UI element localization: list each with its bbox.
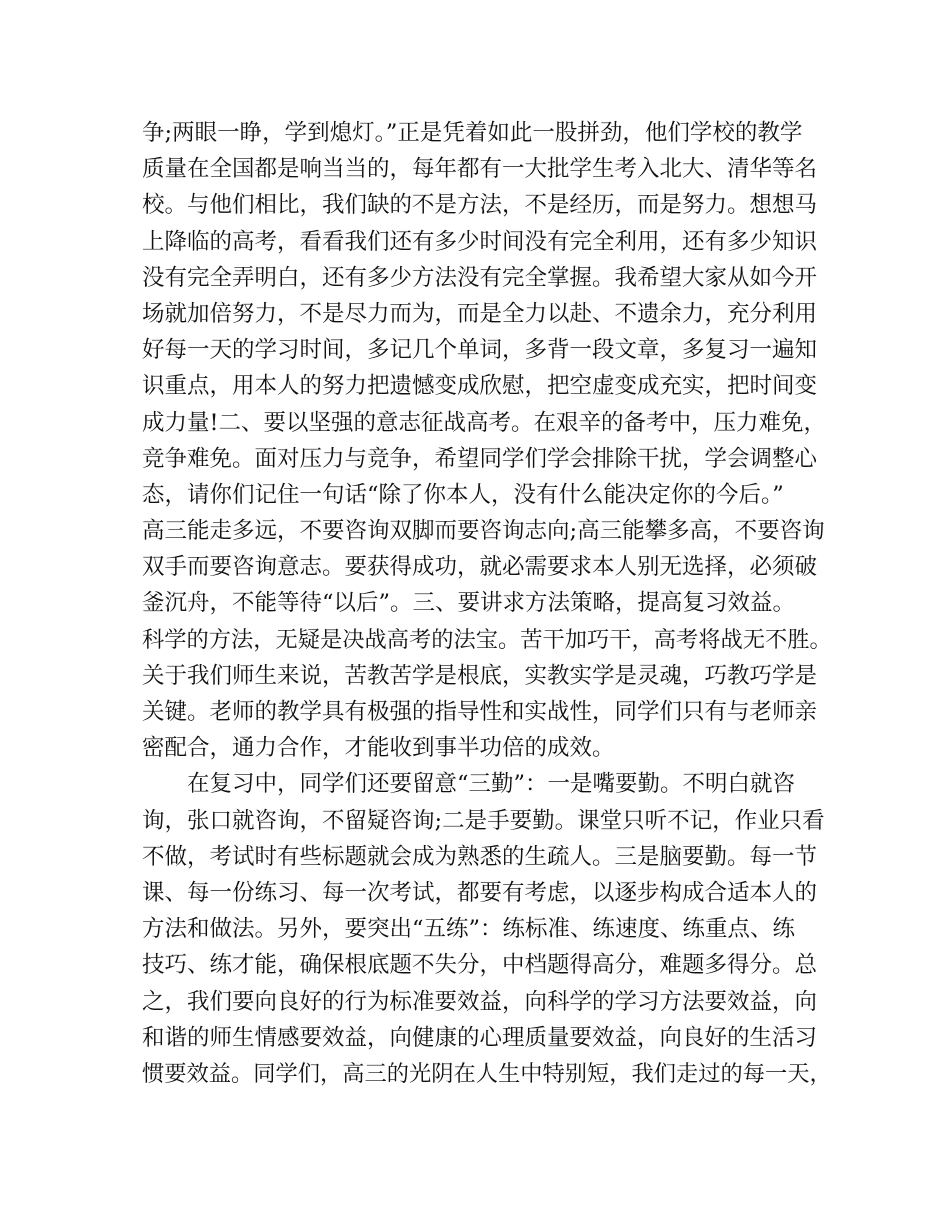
text-line: 识重点，用本人的努力把遗憾变成欣慰，把空虚变成充实，把时间变 [142,373,818,400]
text-line: 好每一天的学习时间，多记几个单词，多背一段文章，多复习一遍知 [142,337,818,364]
text-line: 和谐的师生情感要效益，向健康的心理质量要效益，向良好的生活习 [142,1024,818,1051]
text-line: 关于我们师生来说，苦教苦学是根底，实教实学是灵魂，巧教巧学是 [142,662,818,689]
text-line: 双手而要咨询意志。要获得成功，就必需要求本人别无选择，必须破 [142,554,818,581]
body-text [142,115,832,1092]
text-line: 在复习中，同学们还要留意“三勤”：一是嘴要勤。不明白就咨 [187,771,796,798]
text-line: 质量在全国都是响当当的，每年都有一大批学生考入北大、清华等名 [142,156,818,183]
text-line: 之，我们要向良好的行为标准要效益，向科学的学习方法要效益，向 [142,988,818,1015]
text-line: 不做，考试时有些标题就会成为熟悉的生疏人。三是脑要勤。每一节 [142,843,818,870]
text-line: 高三能走多远，不要咨询双脚而要咨询志向;高三能攀多高，不要咨询 [142,518,825,545]
text-line: 争;两眼一睁，学到熄灯。”正是凭着如此一股拼劲，他们学校的教学 [142,120,803,146]
text-line: 方法和做法。另外，要突出“五练”：练标准、练速度、练重点、练 [142,916,796,943]
text-line: 技巧、练才能，确保根底题不失分，中档题得高分，难题多得分。总 [142,952,818,979]
paragraph [142,115,832,766]
text-line: 询，张口就咨询，不留疑咨询;二是手要勤。课堂只听不记，作业只看 [142,807,825,834]
text-line: 课、每一份练习、每一次考试，都要有考虑，以逐步构成合适本人的 [142,879,818,906]
text-line: 没有完全弄明白，还有多少方法没有完全掌握。我希望大家从如今开 [142,264,818,291]
paragraph [142,766,832,1092]
text-line: 态，请你们记住一句话“除了你本人，没有什么能决定你的今后。” [142,481,784,508]
text-line: 密配合，通力合作，才能收到事半功倍的成效。 [142,735,615,762]
text-line: 场就加倍努力，不是尽力而为，而是全力以赴、不遗余力，充分利用 [142,300,818,327]
text-line: 校。与他们相比，我们缺的不是方法，不是经历，而是努力。想想马 [142,192,818,219]
text-line: 上降临的高考，看看我们还有多少时间没有完全利用，还有多少知识 [142,228,818,255]
text-line: 成力量!二、要以坚强的意志征战高考。在艰辛的备考中，压力难免， [142,409,827,436]
text-line: 惯要效益。同学们，高三的光阴在人生中特别短，我们走过的每一天， [142,1060,832,1087]
text-line: 釜沉舟，不能等待“以后”。三、要讲求方法策略，提高复习效益。 [142,590,796,617]
text-line: 科学的方法，无疑是决战高考的法宝。苦干加巧干，高考将战无不胜。 [142,626,832,653]
text-line: 关键。老师的教学具有极强的指导性和实战性，同学们只有与老师亲 [142,699,818,725]
text-line: 竞争难免。面对压力与竞争，希望同学们学会排除干扰，学会调整心 [142,445,818,472]
